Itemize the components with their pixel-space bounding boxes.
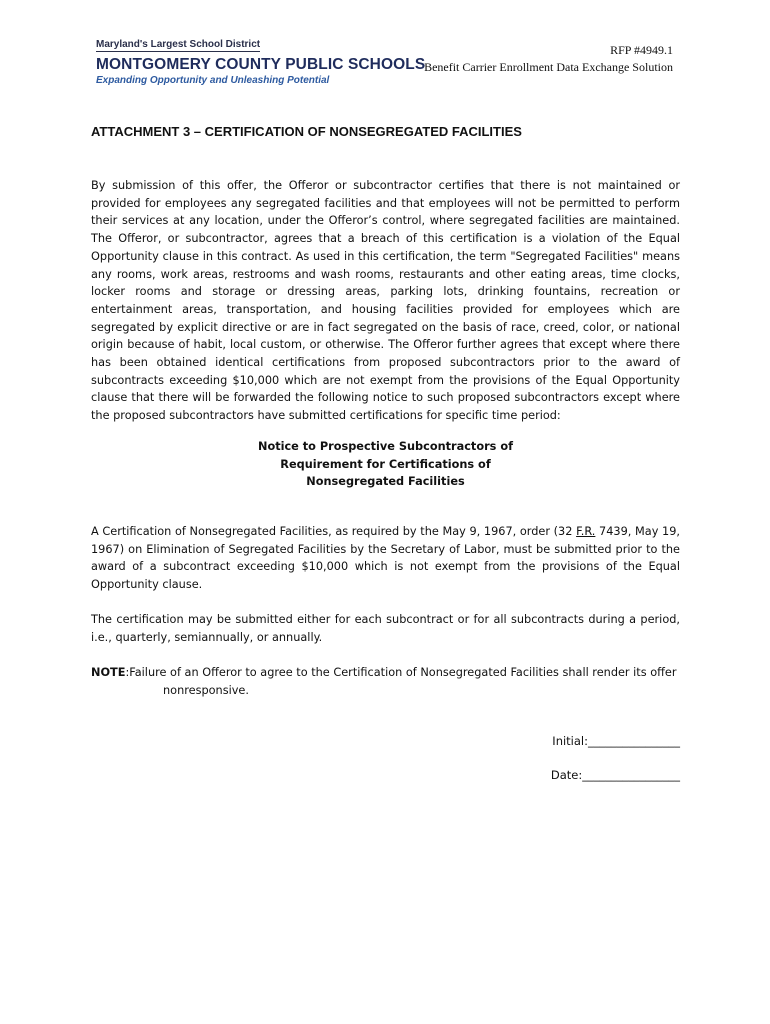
rfp-header (424, 42, 673, 76)
notice-line: Notice to Prospective Subcontractors of (257, 440, 513, 453)
submission-paragraph: The certification may be submitted either for each subcontract or for all subcontracts during a period, i.e., quarterly, semiannually, or annually. (91, 613, 680, 644)
initial-field[interactable]: Initial:________________ (552, 734, 680, 748)
page-title: ATTACHMENT 3 – CERTIFICATION OF NONSEGREGATED FACILITIES (91, 124, 522, 139)
logo-motto: Expanding Opportunity and Unleashing Potential (96, 75, 330, 86)
rfp-title: Benefit Carrier Enrollment Data Exchange Solution (424, 60, 673, 74)
requirement-paragraph (91, 523, 680, 594)
mcps-logo (96, 32, 426, 86)
note-label: NOTE (91, 666, 126, 679)
requirement-text: A Certification of Nonsegregated Facilities, as required by the May 9, 1967, order (32 (91, 525, 577, 538)
date-field[interactable]: Date:_________________ (550, 768, 680, 782)
notice-line: Requirement for Certifications of (280, 457, 491, 471)
federal-register-ref: F.R. (576, 525, 596, 538)
notice-heading (91, 438, 680, 491)
note-block (91, 664, 691, 699)
notice-line: Nonsegregated Facilities (306, 475, 465, 489)
rfp-number: RFP #4949.1 (610, 43, 673, 57)
certification-paragraph: By submission of this offer, the Offeror or subcontractor certifies that there is not maintained or provided for employees any segregated facilities and that employees will not be permitted to perform their services at any location, under the Offeror’s control, where segregated facilities are maintained. The Offeror, or subcontractor, agrees that a breach of this certification is a violation of the Equal Opportunity clause in this contract. As used in this certification, the term "Segregated Facilities" means any rooms, work areas, restrooms and wash rooms, restaurants and other eating areas, time clocks, locker rooms and storage or dressing areas, parking lots, drinking fountains, recreation or entertainment areas, transportation, and housing facilities provided for employees which are segregated by explicit directive or are in fact segregated on the basis of race, creed, color, or national origin because of habit, local custom, or otherwise. The Offeror further agrees that except where there has been obtained identical certifications from proposed subcontractors prior to the award of subcontracts exceeding $10,000 which are not exempt from the provisions of the Equal Opportunity clause that there will be forwarded the following notice to such proposed subcontractors except where the proposed subcontractors have submitted certifications for specific time period: (91, 179, 680, 423)
requirement-text: 7439, May 19, 1967) on Elimination of Segregated Facilities by the Secretary of Labor, must be submitted prior to the award of a subcontract exceeding $10,000 which is not exempt from the provisions of the Equal Opportunity clause. (91, 525, 680, 592)
logo-tagline: Maryland's Largest School District (96, 39, 261, 50)
note-continuation: nonresponsive. (163, 683, 249, 697)
logo-name: MONTGOMERY COUNTY PUBLIC SCHOOLS (96, 56, 426, 73)
note-text: :Failure of an Offeror to agree to the Certification of Nonsegregated Facilities shall render its offer (125, 666, 677, 679)
